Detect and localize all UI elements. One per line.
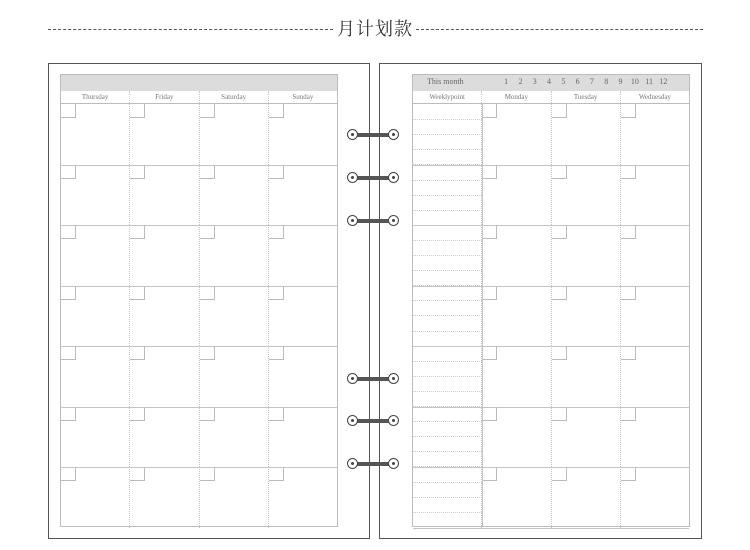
day-cell (621, 165, 689, 226)
date-box (621, 286, 636, 300)
month-number: 7 (589, 77, 594, 86)
weekly-note-line (413, 346, 482, 347)
weekly-note-line (413, 331, 482, 332)
weekly-note-line (413, 134, 482, 135)
month-number: 10 (630, 77, 639, 86)
day-cell (269, 346, 337, 407)
weekly-point-header: Weeklypoint (413, 91, 482, 103)
date-box (269, 467, 284, 481)
date-box (482, 104, 497, 118)
left-header-band (61, 75, 337, 91)
month-number: 1 (504, 77, 509, 86)
date-box (269, 104, 284, 118)
day-cell (269, 467, 337, 528)
month-number: 5 (561, 77, 566, 86)
this-month-label: This month (427, 77, 464, 86)
week-row (61, 407, 337, 469)
day-cell (61, 467, 130, 528)
weekly-note-line (413, 149, 482, 150)
date-box (482, 286, 497, 300)
date-box (552, 286, 567, 300)
week-row (61, 225, 337, 287)
date-box (61, 225, 76, 239)
weekly-note-line (413, 451, 482, 452)
month-number: 12 (659, 77, 668, 86)
right-planner-page (379, 63, 702, 539)
weekly-note-line (413, 421, 482, 422)
date-box (130, 467, 145, 481)
date-box (200, 225, 215, 239)
weekly-note-line (413, 285, 482, 286)
left-planner-page (48, 63, 370, 539)
day-cell (621, 104, 689, 165)
week-row (61, 104, 337, 166)
weekly-note-line (413, 270, 482, 271)
dashed-divider-right (416, 29, 703, 30)
day-cell (130, 467, 199, 528)
day-cell (552, 346, 621, 407)
day-cell (269, 104, 337, 165)
weekly-note-line (413, 361, 482, 362)
date-box (130, 104, 145, 118)
date-box (552, 407, 567, 421)
day-cell (269, 286, 337, 347)
date-box (552, 104, 567, 118)
date-box (269, 346, 284, 360)
day-cell (200, 407, 269, 468)
weekly-note-line (413, 210, 482, 211)
weekly-point-column (413, 104, 483, 526)
day-cell (621, 467, 689, 528)
day-cell (200, 225, 269, 286)
month-number: 6 (575, 77, 580, 86)
day-cell (200, 346, 269, 407)
date-box (130, 346, 145, 360)
day-cell (482, 467, 551, 528)
day-cell (482, 104, 551, 165)
day-cell (200, 467, 269, 528)
day-cell (621, 346, 689, 407)
date-box (621, 165, 636, 179)
weekly-note-line (413, 466, 482, 467)
date-box (552, 165, 567, 179)
week-row (61, 467, 337, 528)
date-box (621, 467, 636, 481)
weekly-note-line (413, 240, 482, 241)
month-number: 9 (618, 77, 623, 86)
date-box (621, 407, 636, 421)
title-row (48, 14, 703, 44)
page-title: 月计划款 (337, 19, 413, 40)
date-box (61, 104, 76, 118)
day-cell (269, 225, 337, 286)
day-cell (61, 407, 130, 468)
weekly-note-line (413, 315, 482, 316)
date-box (200, 286, 215, 300)
date-box (621, 346, 636, 360)
day-header-thursday: Thursday (61, 91, 130, 103)
day-cell (200, 286, 269, 347)
month-number: 4 (547, 77, 552, 86)
day-header-saturday: Saturday (200, 91, 269, 103)
date-box (130, 165, 145, 179)
day-cell (552, 286, 621, 347)
date-box (269, 165, 284, 179)
weekly-note-line (413, 164, 482, 165)
weekly-note-line (413, 225, 482, 226)
date-box (61, 467, 76, 481)
month-number: 11 (645, 77, 653, 86)
day-cell (269, 165, 337, 226)
day-cell (61, 225, 130, 286)
day-cell (552, 104, 621, 165)
date-box (130, 225, 145, 239)
date-box (269, 225, 284, 239)
day-cell (621, 407, 689, 468)
date-box (61, 407, 76, 421)
right-day-header-row (413, 91, 689, 104)
month-number: 2 (518, 77, 523, 86)
date-box (269, 407, 284, 421)
binder-ring (347, 171, 399, 185)
date-box (482, 346, 497, 360)
day-cell (130, 407, 199, 468)
date-box (130, 286, 145, 300)
day-cell (482, 346, 551, 407)
day-cell (130, 346, 199, 407)
dashed-divider-left (48, 29, 333, 30)
month-number: 3 (532, 77, 537, 86)
date-box (482, 165, 497, 179)
date-box (200, 407, 215, 421)
month-number: 8 (604, 77, 609, 86)
date-box (200, 104, 215, 118)
weekly-note-line (413, 180, 482, 181)
month-number-row (499, 77, 671, 86)
day-cell (61, 346, 130, 407)
weekly-note-line (413, 482, 482, 483)
date-box (621, 104, 636, 118)
weekly-note-line (413, 376, 482, 377)
day-header-friday: Friday (130, 91, 199, 103)
date-box (482, 407, 497, 421)
weekly-note-line (413, 497, 482, 498)
weekly-note-line (413, 512, 482, 513)
date-box (482, 467, 497, 481)
date-box (130, 407, 145, 421)
date-box (61, 346, 76, 360)
day-cell (130, 104, 199, 165)
weekly-note-line (413, 119, 482, 120)
day-cell (200, 165, 269, 226)
day-cell (482, 407, 551, 468)
date-box (200, 346, 215, 360)
weekly-note-line (413, 436, 482, 437)
day-cell (552, 165, 621, 226)
left-calendar-grid (60, 74, 338, 527)
date-box (552, 346, 567, 360)
day-cell (130, 165, 199, 226)
day-header-sunday: Sunday (292, 93, 314, 101)
week-row (61, 165, 337, 227)
right-calendar-grid (412, 74, 690, 527)
weekly-note-line (413, 255, 482, 256)
day-cell (61, 165, 130, 226)
day-header-tuesday: Tuesday (552, 91, 621, 103)
day-cell (482, 165, 551, 226)
date-box (621, 225, 636, 239)
day-cell (482, 286, 551, 347)
binder-ring (347, 214, 399, 228)
day-cell (552, 467, 621, 528)
binder-ring (347, 414, 399, 428)
day-header-wednesday: Wednesday (638, 93, 671, 101)
date-box (552, 225, 567, 239)
binder-ring (347, 128, 399, 142)
date-box (269, 286, 284, 300)
day-cell (269, 407, 337, 468)
left-day-header-row (61, 91, 337, 104)
weekly-note-line (413, 391, 482, 392)
day-cell (61, 104, 130, 165)
day-cell (130, 286, 199, 347)
date-box (200, 165, 215, 179)
date-box (552, 467, 567, 481)
week-row (61, 286, 337, 348)
day-header-monday: Monday (482, 91, 551, 103)
day-cell (61, 286, 130, 347)
day-cell (552, 407, 621, 468)
day-cell (200, 104, 269, 165)
date-box (200, 467, 215, 481)
weekly-note-line (413, 300, 482, 301)
binder-ring (347, 457, 399, 471)
day-cell (482, 225, 551, 286)
day-cell (621, 225, 689, 286)
day-cell (552, 225, 621, 286)
day-cell (130, 225, 199, 286)
date-box (482, 225, 497, 239)
week-row (61, 346, 337, 408)
right-header-band (413, 75, 689, 91)
weekly-note-line (413, 195, 482, 196)
date-box (61, 165, 76, 179)
day-cell (621, 286, 689, 347)
binder-ring (347, 372, 399, 386)
date-box (61, 286, 76, 300)
weekly-note-line (413, 406, 482, 407)
